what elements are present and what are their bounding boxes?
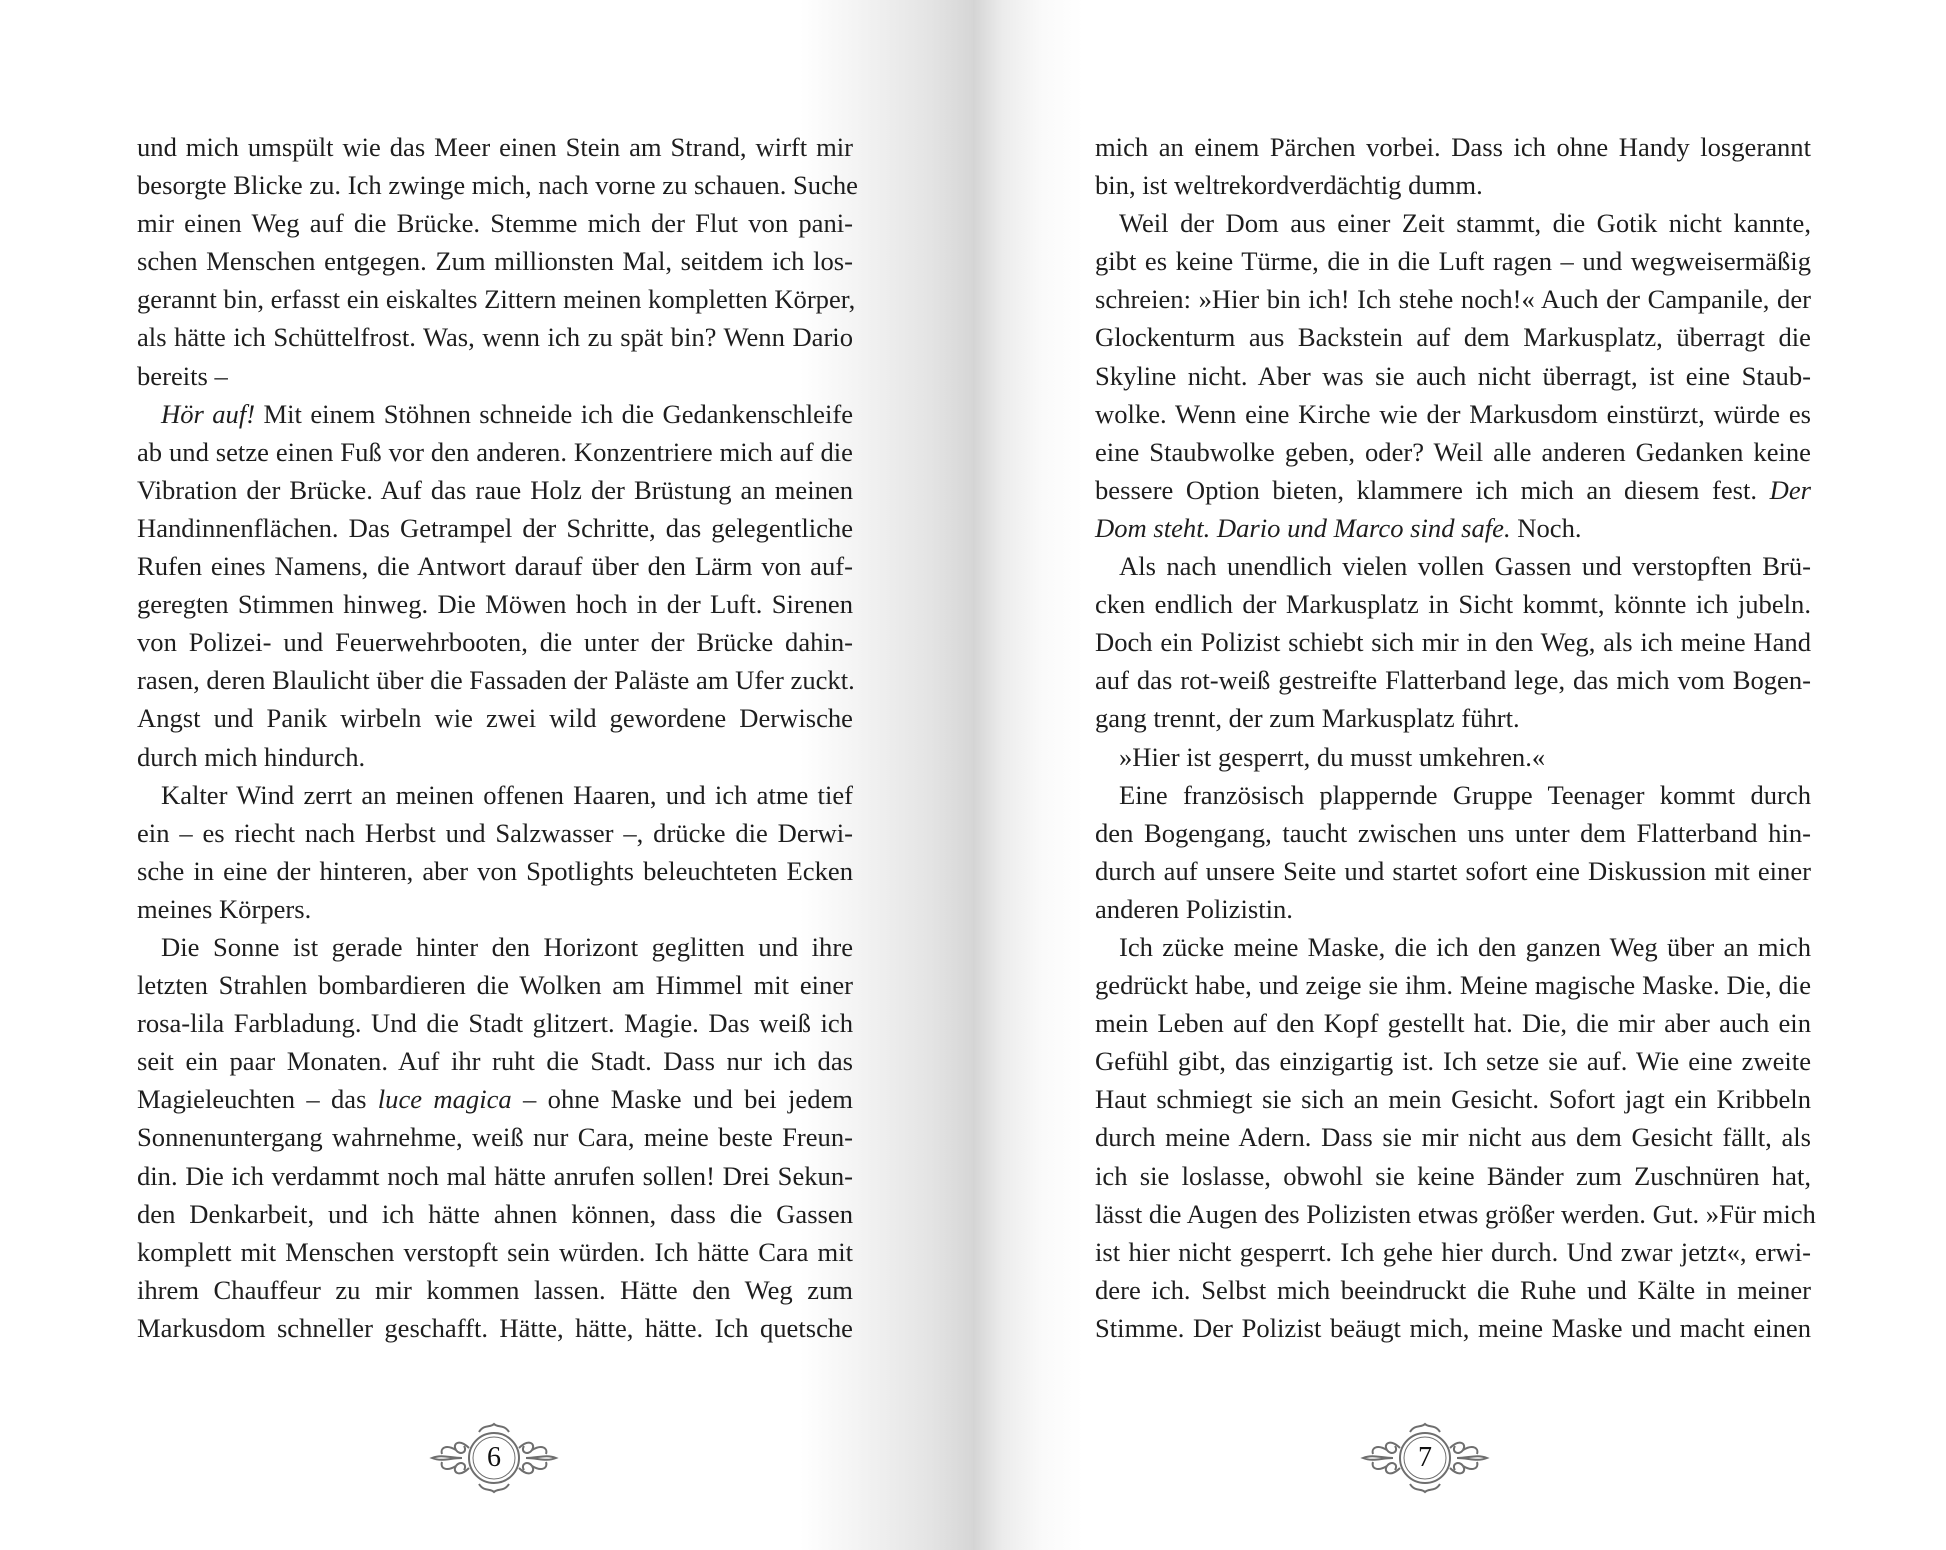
text-line: geregten Stimmen hinweg. Die Möwen hoch in der Luft. Sirenen (137, 589, 853, 620)
text-line: meines Körpers. (137, 893, 312, 924)
text-line: »Hier ist gesperrt, du musst umkehren.« (1119, 741, 1546, 772)
text-line: ein – es riecht nach Herbst und Salzwasser –, drücke die Derwi- (137, 817, 853, 848)
text-line: Als nach unendlich vielen vollen Gassen und verstopften Brü- (1119, 551, 1811, 582)
text-line: Die Sonne ist gerade hinter den Horizont geglitten und ihre (161, 931, 853, 962)
text-line: Weil der Dom aus einer Zeit stammt, die Gotik nicht kannte, (1119, 208, 1811, 239)
text-line: als hätte ich Schüttelfrost. Was, wenn ich zu spät bin? Wenn Dario (137, 322, 853, 353)
text-line: Magieleuchten – das luce magica – ohne Maske und bei jedem (137, 1084, 853, 1115)
text-line: sche in eine der hinteren, aber von Spotlights beleuchteten Ecken (137, 855, 853, 886)
text-line: den Bogengang, taucht zwischen uns unter dem Flatterband hin- (1095, 817, 1811, 848)
text-line: din. Die ich verdammt noch mal hätte anrufen sollen! Drei Sekun- (137, 1160, 853, 1191)
text-line: anderen Polizistin. (1095, 893, 1293, 924)
text-line: Stimme. Der Polizist beäugt mich, meine Maske und macht einen (1095, 1312, 1811, 1343)
right-page (973, 0, 1946, 1550)
text-line: besorgte Blicke zu. Ich zwinge mich, nach vorne zu schauen. Suche (137, 170, 858, 201)
text-line: mein Leben auf den Kopf gestellt hat. Die, die mir aber auch ein (1095, 1008, 1811, 1039)
text-line: Eine französisch plappernde Gruppe Teenager kommt durch (1119, 779, 1811, 810)
text-line: ab und setze einen Fuß vor den anderen. Konzentriere mich auf die (137, 436, 853, 467)
text-line: lässt die Augen des Polizisten etwas größer werden. Gut. »Für mich (1095, 1198, 1816, 1229)
text-line: durch mich hindurch. (137, 741, 366, 772)
text-line: rasen, deren Blaulicht über die Fassaden der Paläste am Ufer zuckt. (137, 665, 855, 696)
text-line: mir einen Weg auf die Brücke. Stemme mich der Flut von pani- (137, 208, 853, 239)
page-number: 7 (1418, 1442, 1432, 1473)
text-line: Hör auf! Mit einem Stöhnen schneide ich die Gedankenschleife (161, 398, 853, 429)
text-line: Rufen eines Namens, die Antwort darauf über den Lärm von auf- (137, 551, 853, 582)
text-line: seit ein paar Monaten. Auf ihr ruht die Stadt. Dass nur ich das (137, 1046, 853, 1077)
text-line: Vibration der Brücke. Auf das raue Holz der Brüstung an meinen (137, 474, 853, 505)
text-line: durch auf unsere Seite und startet sofort eine Diskussion mit einer (1095, 855, 1811, 886)
text-line: Markusdom schneller geschafft. Hätte, hätte, hätte. Ich quetsche (137, 1312, 853, 1343)
text-line: bin, ist weltrekordverdächtig dumm. (1095, 170, 1483, 201)
text-line: von Polizei- und Feuerwehrbooten, die unter der Brücke dahin- (137, 627, 853, 658)
text-line: wolke. Wenn eine Kirche wie der Markusdom einstürzt, würde es (1095, 398, 1811, 429)
text-line: eine Staubwolke geben, oder? Weil alle anderen Gedanken keine (1095, 436, 1811, 467)
text-line: bereits – (137, 360, 228, 391)
text-line: Skyline nicht. Aber was sie auch nicht überragt, ist eine Staub- (1095, 360, 1811, 391)
text-line: mich an einem Pärchen vorbei. Dass ich ohne Handy losgerannt (1095, 132, 1811, 162)
text-line: auf das rot-weiß gestreifte Flatterband lege, das mich vom Bogen- (1095, 665, 1811, 696)
right-page-body (1095, 128, 1816, 1347)
text-line: Ich zücke meine Maske, die ich den ganzen Weg über an mich (1119, 931, 1811, 962)
page-number: 6 (487, 1442, 501, 1473)
text-line: ist hier nicht gesperrt. Ich gehe hier durch. Und zwar jetzt«, erwi- (1095, 1236, 1811, 1267)
text-line: den Denkarbeit, und ich hätte ahnen können, dass die Gassen (137, 1198, 853, 1229)
text-line: ihrem Chauffeur zu mir kommen lassen. Hätte den Weg zum (137, 1274, 853, 1305)
page-number-ornament (424, 1418, 564, 1498)
text-line: Kalter Wind zerrt an meinen offenen Haaren, und ich atme tief (161, 779, 853, 810)
left-page-body (137, 128, 858, 1347)
text-line: cken endlich der Markusplatz in Sicht kommt, könnte ich jubeln. (1095, 589, 1811, 620)
text-line: Handinnenflächen. Das Getrampel der Schritte, das gelegentliche (137, 512, 853, 543)
text-line: Angst und Panik wirbeln wie zwei wild gewordene Derwische (137, 703, 853, 734)
text-line: gibt es keine Türme, die in die Luft ragen – und wegweisermäßig (1095, 246, 1811, 277)
text-line: Doch ein Polizist schiebt sich mir in den Weg, als ich meine Hand (1095, 627, 1811, 658)
text-line: gang trennt, der zum Markusplatz führt. (1095, 703, 1520, 734)
text-line: komplett mit Menschen verstopft sein würden. Ich hätte Cara mit (137, 1236, 853, 1267)
text-line: schen Menschen entgegen. Zum millionsten Mal, seitdem ich los- (137, 246, 853, 277)
text-line: bessere Option bieten, klammere ich mich an diesem fest. Der (1095, 474, 1811, 505)
text-line: gerannt bin, erfasst ein eiskaltes Zittern meinen kompletten Körper, (137, 284, 856, 315)
text-line: Glockenturm aus Backstein auf dem Markusplatz, überragt die (1095, 322, 1811, 353)
page-number-ornament (1355, 1418, 1495, 1498)
text-line: letzten Strahlen bombardieren die Wolken am Himmel mit einer (137, 970, 853, 1001)
text-line: Gefühl gibt, das einzigartig ist. Ich setze sie auf. Wie eine zweite (1095, 1046, 1811, 1077)
text-line: Dom steht. Dario und Marco sind safe. Noch. (1095, 512, 1582, 543)
text-line: gedrückt habe, und zeige sie ihm. Meine magische Maske. Die, die (1095, 970, 1811, 1001)
text-line: dere ich. Selbst mich beeindruckt die Ruhe und Kälte in meiner (1095, 1274, 1811, 1305)
text-line: und mich umspült wie das Meer einen Stein am Strand, wirft mir (137, 132, 853, 162)
text-line: ich sie loslasse, obwohl sie keine Bänder zum Zuschnüren hat, (1095, 1160, 1811, 1191)
text-line: durch meine Adern. Dass sie mir nicht aus dem Gesicht fällt, als (1095, 1122, 1811, 1153)
text-line: rosa-lila Farbladung. Und die Stadt glitzert. Magie. Das weiß ich (137, 1008, 853, 1039)
text-line: Haut schmiegt sie sich an mein Gesicht. Sofort jagt ein Kribbeln (1095, 1084, 1811, 1115)
text-line: schreien: »Hier bin ich! Ich stehe noch!« Auch der Campanile, der (1095, 284, 1811, 315)
text-line: Sonnenuntergang wahrnehme, weiß nur Cara, meine beste Freun- (137, 1122, 853, 1153)
